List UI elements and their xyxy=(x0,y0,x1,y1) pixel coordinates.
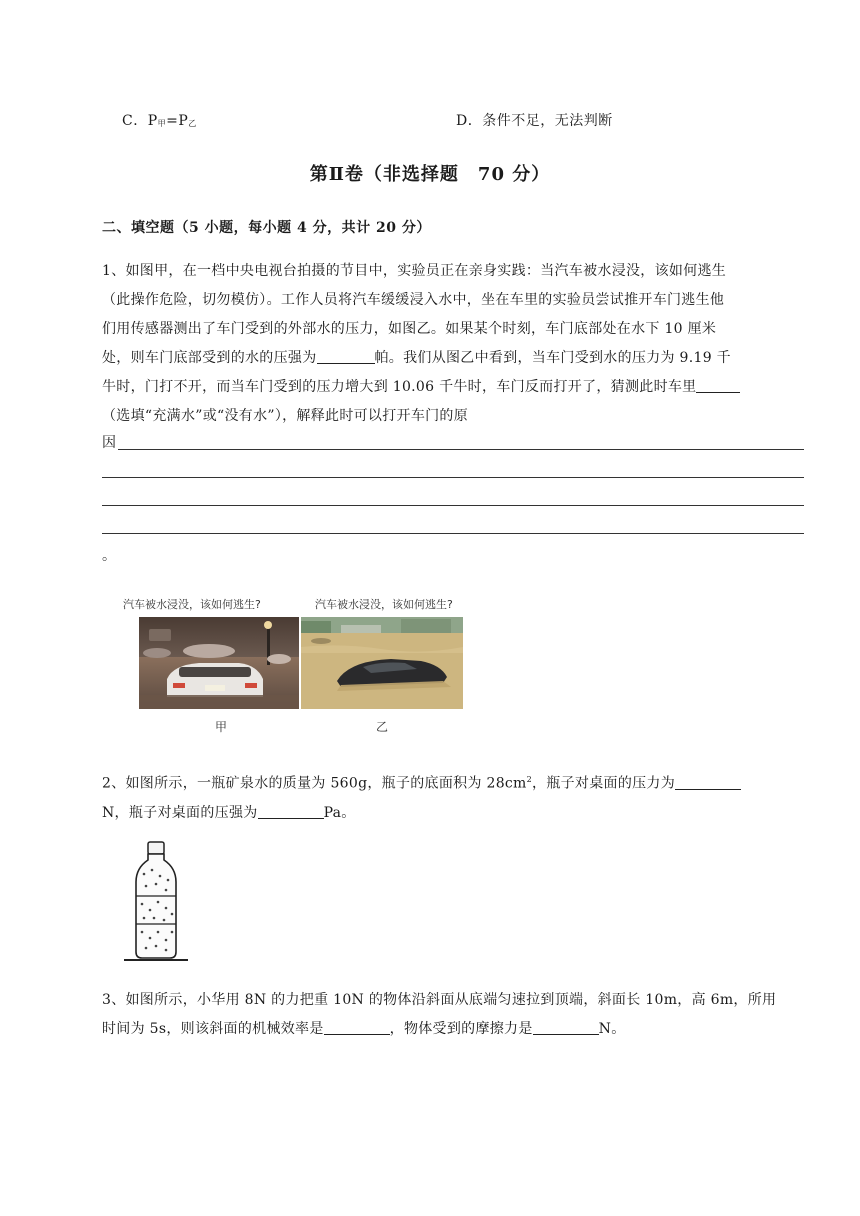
q1-line-3: 们用传感器测出了车门受到的外部水的压力，如图乙。如果某个时刻，车门底部处在水下 10 厘米 xyxy=(102,321,717,337)
caption-left: 汽车被水浸没，该如何逃生? xyxy=(123,598,261,611)
section-title: 第Ⅱ卷（非选择题 70 分） xyxy=(309,164,551,185)
answer-line-2[interactable] xyxy=(102,477,804,478)
q1-reason-prefix: 因 xyxy=(102,435,116,451)
submerged-car-photo xyxy=(301,617,463,709)
q2-line-1: 2、如图所示，一瓶矿泉水的质量为 560g，瓶子的底面积为 $28cm^2$，瓶子对桌面的压力为 xyxy=(102,765,810,799)
water-bottle-figure xyxy=(122,840,192,968)
answer-blank-efficiency[interactable] xyxy=(324,1018,390,1035)
option-d: D．条件不足，无法判断 xyxy=(456,113,613,129)
question-2 xyxy=(102,765,810,828)
answer-blank-pressure[interactable] xyxy=(317,347,375,364)
answer-line-1[interactable] xyxy=(118,449,804,450)
figure-label-jia: 甲 xyxy=(215,720,228,734)
answer-blank-water-state[interactable] xyxy=(696,376,740,393)
q1-line-4: 处，则车门底部受到的水的压强为 帕。我们从图乙中看到，当车门受到水的压力为 9.19 千 xyxy=(102,344,810,373)
q1-line-1: 1、如图甲，在一档中央电视台拍摄的节目中，实验员正在亲身实践：当汽车被水浸没，该如何逃生 xyxy=(102,263,727,279)
q3-line-1: 3、如图所示，小华用 8N 的力把重 10N 的物体沿斜面从底端匀速拉到顶端，斜面长 10m，高 6m，所用 xyxy=(102,992,777,1008)
flooded-street-photo xyxy=(139,617,299,709)
question-1 xyxy=(102,257,810,431)
q3-line-2: 时间为 5s，则该斜面的机械效率是 ，物体受到的摩擦力是 N。 xyxy=(102,1015,810,1044)
caption-right: 汽车被水浸没，该如何逃生? xyxy=(315,598,453,611)
section-heading: 二、填空题（5 小题，每小题 4 分，共计 20 分） xyxy=(102,220,431,236)
figure-label-yi: 乙 xyxy=(376,720,389,734)
q1-line-2: （此操作危险，切勿模仿）。工作人员将汽车缓缓浸入水中，坐在车里的实验员尝试推开车门逃生他 xyxy=(102,292,725,308)
answer-blank-friction[interactable] xyxy=(533,1018,599,1035)
q1-line-5: 牛时，门打不开，而当车门受到的压力增大到 10.06 千牛时，车门反而打开了，猜测此时车里 xyxy=(102,373,810,402)
q2-line-2: N，瓶子对桌面的压强为 Pa。 xyxy=(102,799,810,828)
option-c: C．$P_甲=P_乙$ xyxy=(122,113,197,129)
answer-line-4[interactable] xyxy=(102,533,804,534)
answer-line-3[interactable] xyxy=(102,505,804,506)
question-3 xyxy=(102,986,810,1044)
answer-blank-pressure-pa[interactable] xyxy=(258,802,324,819)
answer-blank-force[interactable] xyxy=(675,773,741,790)
q1-line-6: （选填“充满水”或“没有水”），解释此时可以打开车门的原 xyxy=(102,408,469,424)
q1-end-mark: 。 xyxy=(102,548,116,564)
